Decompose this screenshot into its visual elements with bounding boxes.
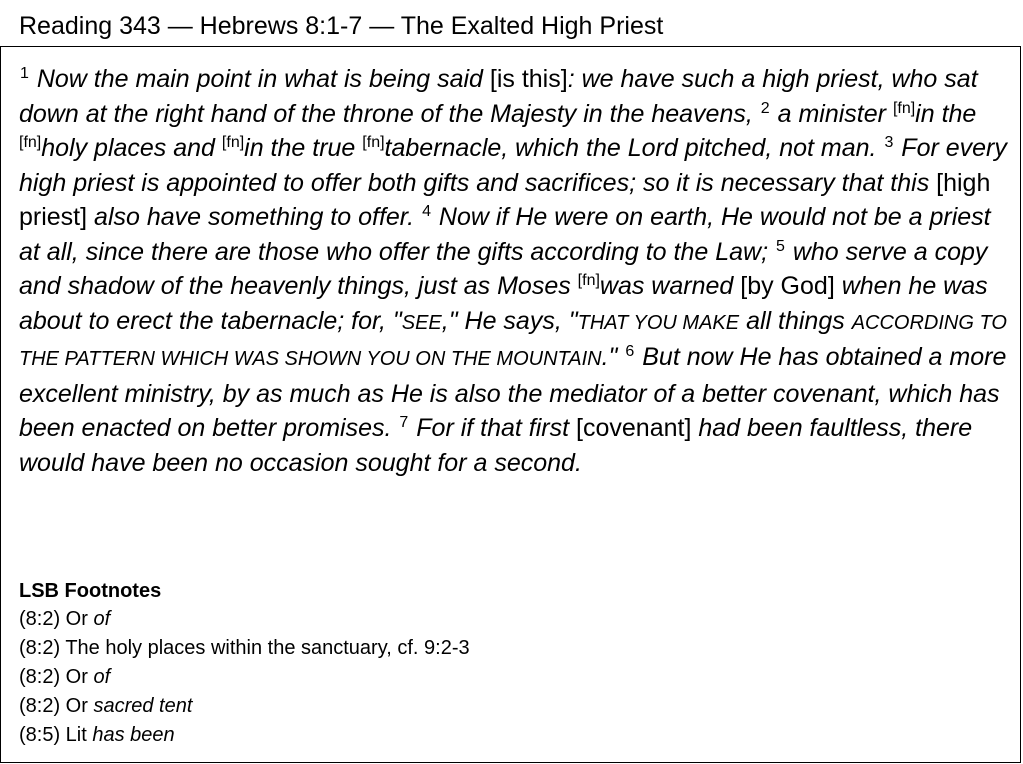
footnote-item [19, 663, 470, 692]
passage-text: But now He has obtained a more excellent ministry, by as much as He is also the mediator of a better covenant, which has been enacted on better promises. [19, 343, 1007, 442]
passage-text: had been faultless, there would have been no occasion sought for a second. [19, 414, 973, 477]
passage-text: Now if He were on earth, He would not be a priest at all, since there are those who offer the gifts according to the Law; [19, 203, 991, 266]
footnote-italic-text: of [93, 666, 111, 688]
footnote-marker[interactable]: [fn] [362, 134, 385, 151]
passage-text: tabernacle, which the Lord pitched, not man. [384, 134, 884, 162]
passage-added-text: [is this] [489, 65, 568, 93]
verse-number: 6 [625, 343, 635, 360]
passage-text: Now the main point in what is being said [29, 65, 490, 93]
footnote-text: (8:2) Or [19, 608, 94, 630]
passage-text: : we have such a high priest, who sat down at the right hand of the throne of the Majesty in the heavens, [19, 65, 978, 128]
footnote-item [19, 605, 470, 634]
footnote-text: (8:2) Or [19, 695, 94, 717]
footnote-marker[interactable]: [fn] [892, 99, 916, 117]
quoted-text: SEE [401, 311, 442, 334]
footnote-text: (8:2) The holy places within the sanctuary, cf. 9:2-3 [19, 637, 470, 659]
passage-text: ," He says, " [441, 306, 578, 335]
passage-text: all things [739, 306, 852, 335]
footnotes-list [19, 605, 470, 750]
footnote-italic-text: sacred tent [93, 695, 193, 717]
footnote-text: (8:5) Lit [19, 724, 93, 746]
footnotes-heading: LSB Footnotes [19, 580, 162, 602]
quoted-text: THAT YOU MAKE [577, 311, 740, 334]
footnote-marker[interactable]: [fn] [19, 134, 42, 151]
passage-added-text: [covenant] [576, 414, 692, 442]
passage-added-text: [by God] [740, 272, 835, 300]
passage-text: was warned [599, 272, 741, 300]
passage-text: in the true [244, 134, 363, 162]
verse-number: 1 [20, 65, 29, 82]
passage-text: For if that first [409, 414, 577, 442]
passage-text: For every high priest is appointed to offer both gifts and sacrifices; so it is necessary that this [19, 134, 1007, 197]
footnote-text: (8:2) Or [19, 666, 94, 688]
footnote-item [19, 721, 470, 750]
footnote-italic-text: has been [92, 724, 175, 746]
footnote-item [19, 634, 470, 663]
footnote-italic-text: of [93, 608, 111, 630]
passage-added-text: [high priest] [19, 168, 991, 231]
passage-box [0, 46, 1021, 763]
verse-number: 7 [399, 414, 409, 431]
scripture-passage [19, 62, 1009, 480]
footnote-marker[interactable]: [fn] [221, 134, 245, 151]
passage-text: ." [601, 343, 625, 371]
passage-text: a minister [770, 99, 893, 128]
verse-number: 2 [760, 99, 770, 117]
passage-text: in the [915, 99, 977, 128]
quoted-text: ACCORDING TO THE PATTERN WHICH WAS SHOWN YOU ON THE MOUNTAIN [19, 311, 1007, 370]
page-title: Reading 343 — Hebrews 8:1-7 — The Exalted High Priest [19, 12, 664, 40]
verse-number: 3 [884, 134, 894, 151]
verse-number: 4 [422, 203, 431, 220]
passage-text: also have something to offer. [87, 203, 422, 231]
passage-text: holy places and [41, 134, 222, 162]
passage-text: who serve a copy and shadow of the heavenly things, just as Moses [19, 237, 988, 300]
footnote-item [19, 692, 470, 721]
verse-number: 5 [775, 237, 785, 255]
footnote-marker[interactable]: [fn] [577, 272, 600, 289]
passage-text: when he was about to erect the tabernacle; for, " [19, 272, 988, 335]
